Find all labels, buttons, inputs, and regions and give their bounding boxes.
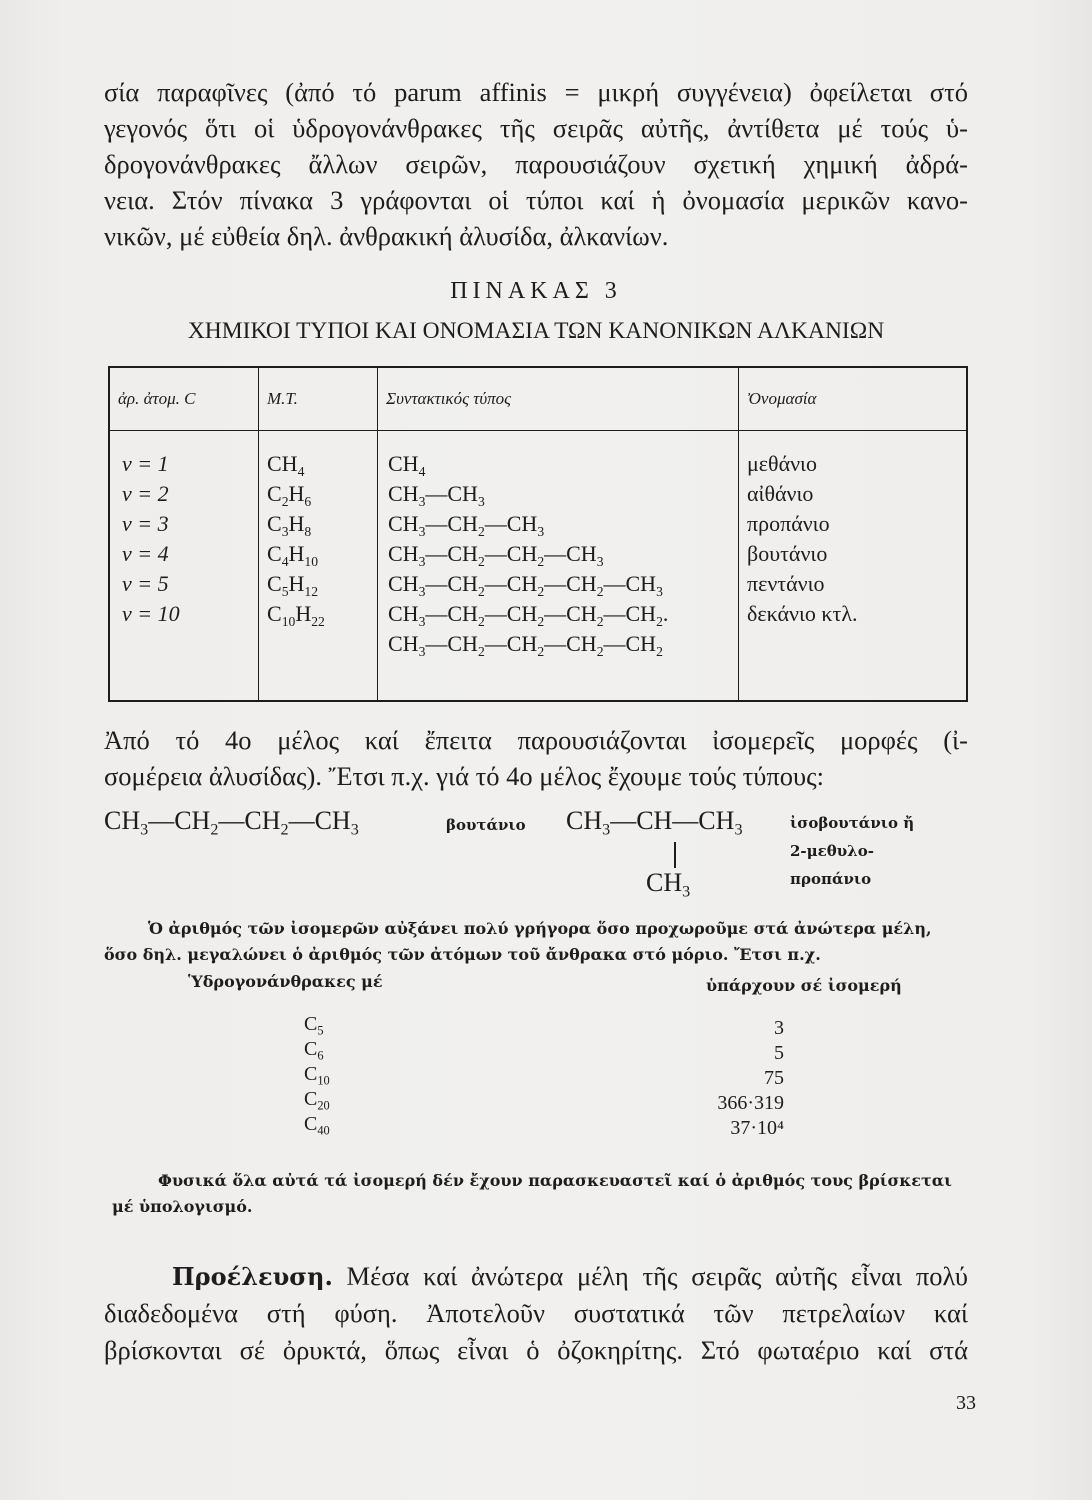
header-formula: Μ.Τ. <box>259 367 378 431</box>
isomer-count: 366·319 <box>717 1092 784 1114</box>
molecular-formula: $C_2H_6$ <box>267 481 312 509</box>
molecular-formula: $C_4H_{10}$ <box>267 541 319 569</box>
origin-heading: Προέλευση. <box>172 1262 333 1291</box>
compound-name-column <box>739 431 968 702</box>
header-name: Ὀνομασία <box>739 367 968 431</box>
molecular-formula: $C_3H_8$ <box>267 511 312 539</box>
page-number: 33 <box>956 1392 976 1414</box>
intro-paragraph <box>104 74 968 254</box>
header-atoms: ἀρ. ἀτομ. C <box>109 367 259 431</box>
structural-formula: $CH_3—CH_3$ <box>388 481 485 509</box>
isomer-count: 37·10⁴ <box>730 1117 784 1139</box>
text-line: γεγονός ὅτι οἱ ὑδρογονάνθρακες τῆς σειρᾶς αὐτῆς, ἀντίθετα μέ τούς ὑ- <box>104 113 968 143</box>
carbon-count: $C_5$ <box>304 1013 324 1038</box>
butane-formula: $CH_3—CH_2—CH_2—CH_3$ <box>104 806 359 839</box>
note-line: Ὁ ἀριθμός τῶν ἰσομερῶν αὐξάνει πολύ γρήγορα ὅσο προχωροῦμε στά ἀνώτερα μέλη, <box>148 919 932 938</box>
table-subtitle: ΧΗΜΙΚΟΙ ΤΥΠΟΙ ΚΑΙ ΟΝΟΜΑΣΙΑ ΤΩΝ ΚΑΝΟΝΙΚΩΝ ΑΛΚΑΝΙΩΝ <box>187 318 885 344</box>
isomer-paragraph <box>104 722 968 794</box>
butane-name: βουτάνιο <box>446 816 526 834</box>
isomer-count: 5 <box>774 1042 784 1064</box>
structural-formula: $CH_3—CH_2—CH_3$ <box>388 511 545 539</box>
methyl-branch: $CH_3$ <box>646 868 691 901</box>
calculation-note <box>112 1168 974 1220</box>
structural-formula: $CH_3—CH_2—CH_2—CH_3$ <box>388 541 604 569</box>
carbon-count: $C_{20}$ <box>304 1088 330 1113</box>
structural-formula: $CH_3—CH_2—CH_2—CH_2—CH_3$ <box>388 571 663 599</box>
atom-count: ν = 10 <box>122 601 180 626</box>
carbon-count-column <box>304 1012 330 1137</box>
carbon-count: $C_6$ <box>304 1038 324 1063</box>
origin-paragraph <box>104 1258 968 1369</box>
atom-count: ν = 3 <box>122 511 169 536</box>
text-line: νικῶν, μέ εὐθεία δηλ. ἀνθρακική ἀλυσίδα, ἀλκανίων. <box>104 221 669 251</box>
text-line: βρίσκονται σέ ὀρυκτά, ὅπως εἶναι ὁ ὀζοκηρίτης. Στό φωταέριο καί στά <box>104 1335 968 1365</box>
atom-count: ν = 5 <box>122 571 169 596</box>
alkanes-table <box>108 366 968 702</box>
isomer-count-column <box>704 1016 784 1141</box>
structural-formula-column <box>378 431 739 702</box>
text-line: δρογονάνθρακες ἄλλων σειρῶν, παρουσιάζουν σχετική χημική ἀδρά- <box>104 149 968 179</box>
isobutane-formula: $CH_3—CH—CH_3$ <box>566 806 743 839</box>
isobutane-name-alt: προπάνιο <box>790 870 872 888</box>
atom-count: ν = 4 <box>122 541 169 566</box>
note-line: μέ ὑπολογισμό. <box>112 1197 253 1216</box>
isomer-count: 75 <box>764 1067 784 1089</box>
compound-name: προπάνιο <box>747 511 830 536</box>
structural-formula: $CH_3—CH_2—CH_2—CH_2—CH_2$. <box>388 601 669 629</box>
structural-formula: $CH_3—CH_2—CH_2—CH_2—CH_2$ <box>388 631 663 659</box>
compound-name: μεθάνιο <box>747 451 817 476</box>
text-line: Ἀπό τό 4ο μέλος καί ἔπειτα παρουσιάζονται ἰσομερεῖς μορφές (ἰ- <box>104 725 968 755</box>
atom-count: ν = 2 <box>122 481 169 506</box>
iso-table-left-header: Ὑδρογονάνθρακες μέ <box>188 972 383 991</box>
iso-table-right-header: ὑπάρχουν σέ ἰσομερή <box>706 976 902 995</box>
carbon-count: $C_{10}$ <box>304 1063 330 1088</box>
text-line: Προέλευση. Μέσα καί ἀνώτερα μέλη τῆς σειρᾶς αὐτῆς εἶναι πολύ <box>172 1261 968 1291</box>
isomer-count: 3 <box>774 1017 784 1039</box>
text-line: διαδεδομένα στή φύση. Ἀποτελοῦν συστατικά τῶν πετρελαίων καί <box>104 1298 968 1328</box>
molecular-formula: $CH_4$ <box>267 451 305 479</box>
compound-name: πεντάνιο <box>747 571 825 596</box>
isomer-note <box>104 916 974 968</box>
isobutane-name: ἰσοβουτάνιο ἤ <box>790 814 915 832</box>
table-title: ΠΙΝΑΚΑΣ 3 <box>450 278 622 304</box>
molecular-formula: $C_5H_{12}$ <box>267 571 319 599</box>
text-line: νεια. Στόν πίνακα 3 γράφονται οἱ τύποι καί ἡ ὀνομασία μερικῶν κανο- <box>104 185 968 215</box>
compound-name: δεκάνιο κτλ. <box>747 601 858 626</box>
isobutane-name-alt: 2-μεθυλο- <box>790 842 874 860</box>
note-line: ὅσο δηλ. μεγαλώνει ὁ ἀριθμός τῶν ἀτόμων τοῦ ἄνθρακα στό μόριο. Ἔτσι π.χ. <box>104 945 821 964</box>
compound-name: αἰθάνιο <box>747 481 814 506</box>
structural-formula: $CH_4$ <box>388 451 426 479</box>
header-structural: Συντακτικός τύπος <box>378 367 739 431</box>
molecular-formula: $C_{10}H_{22}$ <box>267 601 325 629</box>
branch-bond <box>674 842 676 868</box>
atom-count: ν = 1 <box>122 451 169 476</box>
carbon-count: $C_{40}$ <box>304 1113 330 1138</box>
molecular-formula-column <box>259 431 378 702</box>
note-line: Φυσικά ὅλα αὐτά τά ἰσομερή δέν ἔχουν παρασκευαστεῖ καί ὁ ἀριθμός τους βρίσκεται <box>158 1171 952 1190</box>
compound-name: βουτάνιο <box>747 541 828 566</box>
text-line: σομέρεια ἀλυσίδας). Ἔτσι π.χ. γιά τό 4ο μέλος ἔχουμε τούς τύπους: <box>104 761 824 791</box>
text-line: σία παραφῖνες (ἀπό τό parum affinis = μικρή συγγένεια) ὀφείλεται στό <box>104 77 968 107</box>
atom-count-column <box>109 431 259 702</box>
